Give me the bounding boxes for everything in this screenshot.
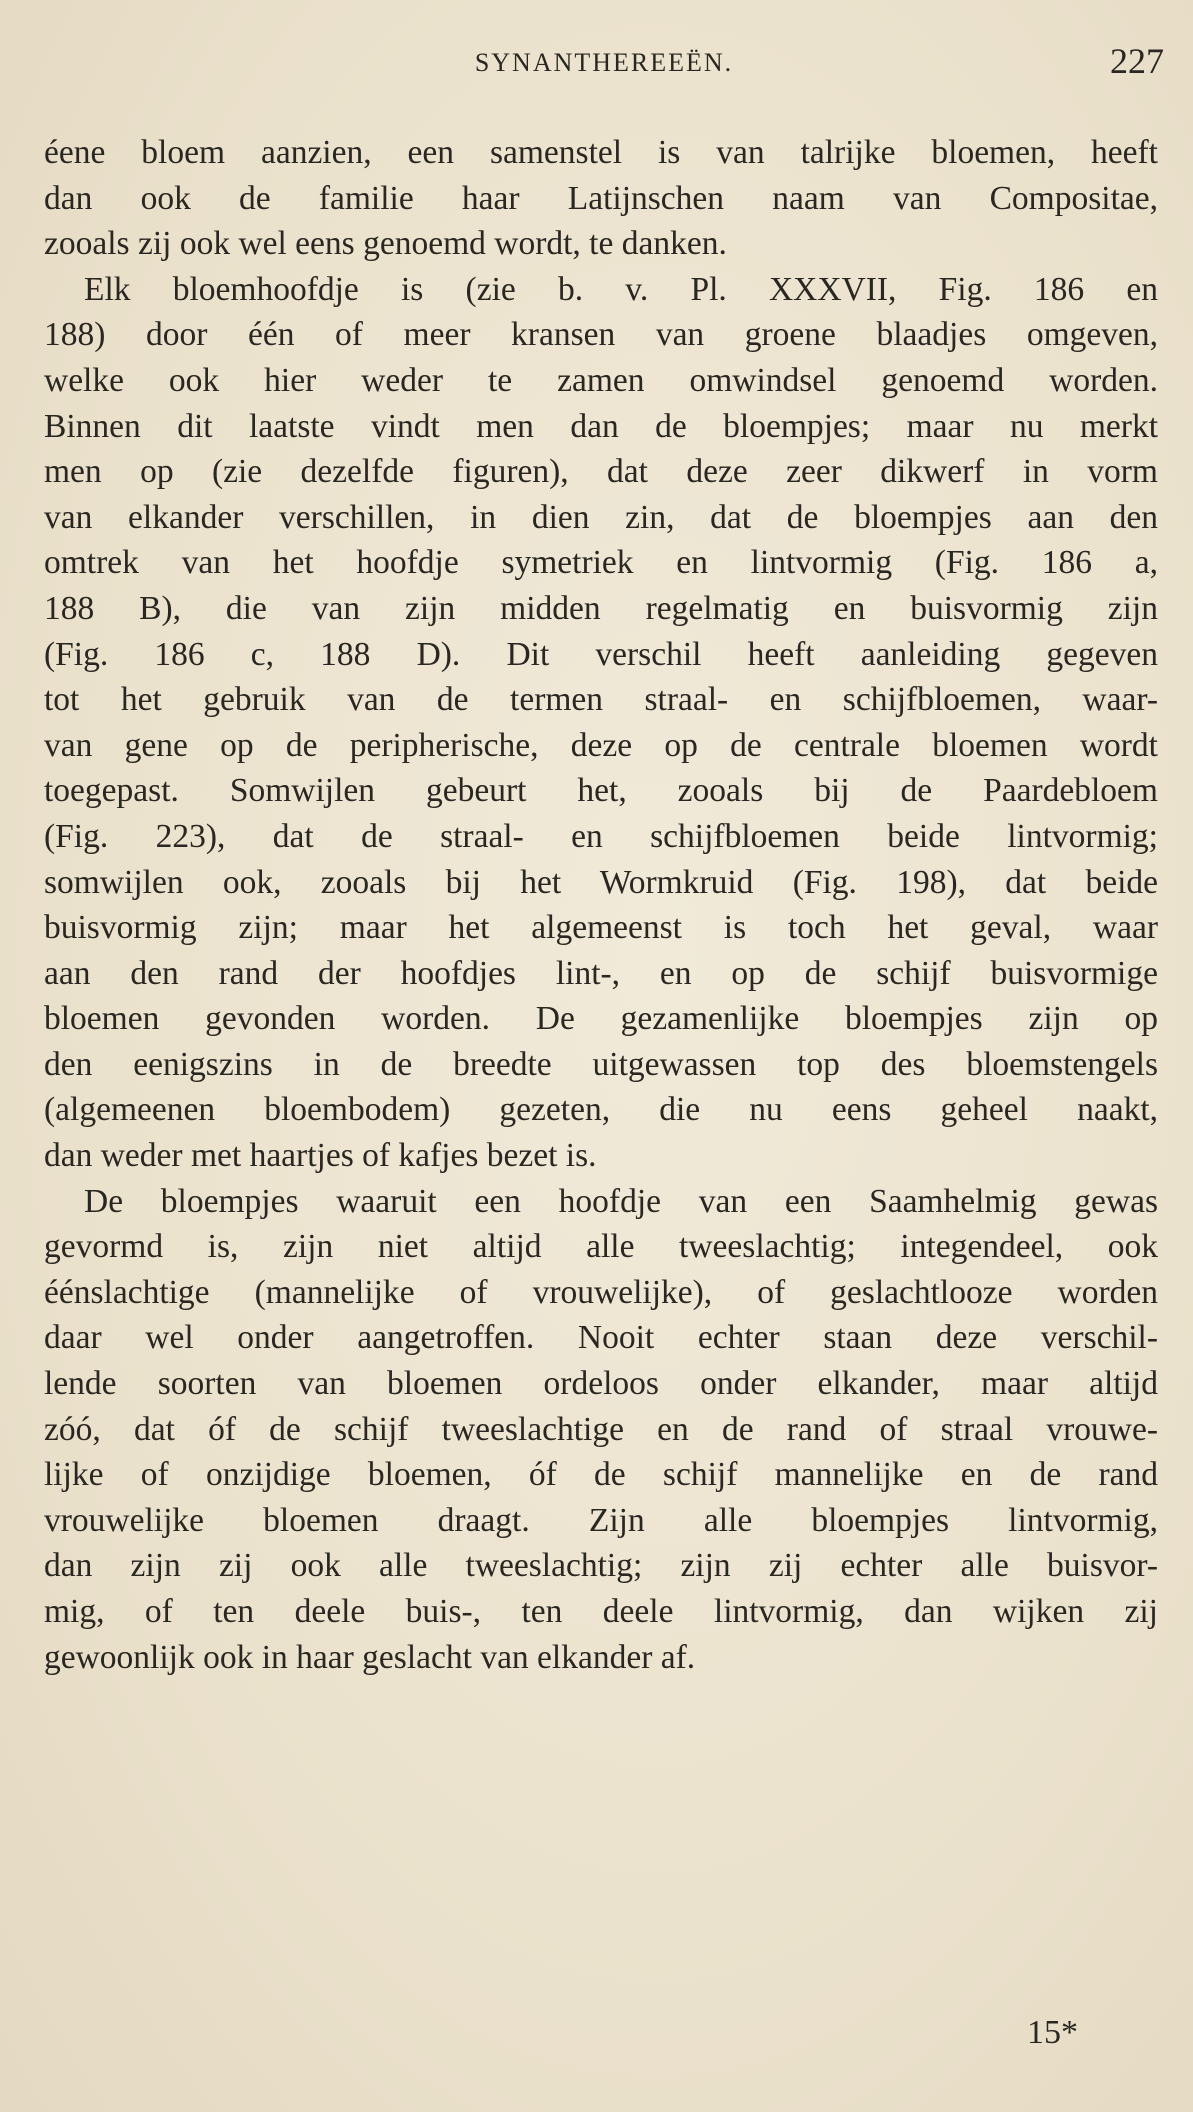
text-line: somwijlen ook, zooals bij het Wormkruid (Fig. 198), dat beide [44,863,1158,901]
text-line: zooals zij ook wel eens genoemd wordt, te danken. [44,225,727,263]
page-number: 227 [1110,41,1164,81]
text-line: daar wel onder aangetroffen. Nooit echter staan deze verschil- [44,1319,1158,1357]
text-line: gewoonlijk ook in haar geslacht van elkander af. [44,1638,696,1676]
text-line: van gene op de peripherische, deze op de centrale bloemen wordt [44,726,1158,764]
text-line: toegepast. Somwijlen gebeurt het, zooals bij de Paardebloem [44,772,1158,810]
text-line: aan den rand der hoofdjes lint-, en op de schijf buisvormige [44,954,1158,992]
text-line: men op (zie dezelfde figuren), dat deze zeer dikwerf in vorm [44,453,1158,491]
text-line: tot het gebruik van de termen straal- en schijfbloemen, waar- [44,681,1158,719]
text-line: éénslachtige (mannelijke of vrouwelijke), of geslachtlooze worden [44,1273,1158,1311]
text-line: 188 B), die van zijn midden regelmatig en buisvormig zijn [44,589,1158,627]
text-line: vrouwelijke bloemen draagt. Zijn alle bloempjes lintvormig, [44,1501,1158,1539]
text-line: (Fig. 223), dat de straal- en schijfbloemen beide lintvormig; [44,817,1158,855]
text-line: De bloempjes waaruit een hoofdje van een Saamhelmig gewas [84,1182,1158,1220]
text-line: van elkander verschillen, in dien zin, dat de bloempjes aan den [44,498,1158,536]
text-line: dan weder met haartjes of kafjes bezet is. [44,1137,597,1175]
paragraph-3 [44,1179,1158,1681]
text-line: Binnen dit laatste vindt men dan de bloempjes; maar nu merkt [44,407,1158,445]
text-line: Elk bloemhoofdje is (zie b. v. Pl. XXXVII, Fig. 186 en [84,270,1158,308]
text-line: (algemeenen bloembodem) gezeten, die nu eens geheel naakt, [44,1091,1158,1129]
text-line: den eenigszins in de breedte uitgewassen top des bloemstengels [44,1045,1158,1083]
text-line: (Fig. 186 c, 188 D). Dit verschil heeft aanleiding gegeven [44,635,1158,673]
text-line: gevormd is, zijn niet altijd alle tweeslachtig; integendeel, ook [44,1228,1158,1266]
text-line: éene bloem aanzien, een samenstel is van talrijke bloemen, heeft [44,134,1158,171]
paragraph-2 [44,267,1158,1179]
running-head: SYNANTHEREEËN. [474,48,734,77]
text-line: lende soorten van bloemen ordeloos onder elkander, maar altijd [44,1365,1158,1403]
paragraph-1 [44,130,1158,267]
text-line: omtrek van het hoofdje symetriek en lintvormig (Fig. 186 a, [44,544,1158,582]
text-line: 188) door één of meer kransen van groene blaadjes omgeven, [44,316,1158,354]
text-line: lijke of onzijdige bloemen, óf de schijf mannelijke en de rand [44,1456,1158,1494]
page-footer [44,2014,1164,2064]
text-line: bloemen gevonden worden. De gezamenlijke bloempjes zijn op [44,1000,1158,1038]
text-line: dan zijn zij ook alle tweeslachtig; zijn zij echter alle buisvor- [44,1547,1158,1585]
body-text [44,130,1158,1680]
text-line: welke ook hier weder te zamen omwindsel genoemd worden. [44,361,1158,399]
text-line: mig, of ten deele buis-, ten deele lintvormig, dan wijken zij [44,1593,1158,1630]
page-header [44,38,1164,94]
text-line: buisvormig zijn; maar het algemeenst is toch het geval, waar [44,909,1158,947]
signature-mark: 15* [1027,2014,1078,2051]
text-line: zóó, dat óf de schijf tweeslachtige en de rand of straal vrouwe- [44,1410,1158,1448]
text-line: dan ook de familie haar Latijnschen naam van Compositae, [44,179,1158,217]
